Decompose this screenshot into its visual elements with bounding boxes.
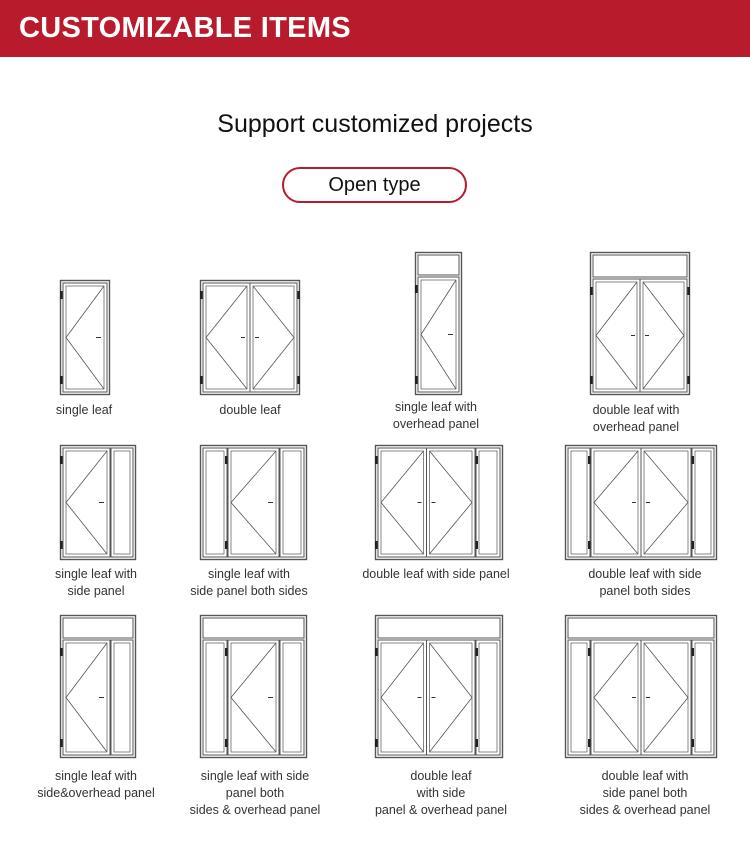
door-type-item	[561, 613, 721, 760]
caption-line: single leaf with	[55, 567, 137, 581]
hinge	[225, 648, 228, 656]
overhead-panel	[203, 618, 304, 638]
door-glass	[430, 643, 473, 752]
side-panel	[476, 448, 500, 557]
hinge	[298, 376, 301, 384]
hinge	[60, 291, 63, 299]
caption-line: single leaf with	[208, 567, 290, 581]
door-diagram	[56, 613, 140, 760]
side-panel-glass	[695, 643, 711, 752]
hinge	[60, 648, 63, 656]
door-diagram	[56, 278, 114, 397]
door-diagram	[371, 443, 507, 562]
outer-frame	[416, 253, 462, 395]
door-type-item	[371, 443, 507, 562]
hinge	[692, 541, 695, 549]
door-type-item	[56, 443, 140, 562]
door-type-item	[586, 250, 694, 397]
side-panel-glass	[283, 643, 301, 752]
swing-line	[381, 451, 424, 554]
caption-line: panel both	[225, 786, 285, 800]
caption-line: double leaf	[219, 403, 281, 417]
hinge	[60, 541, 63, 549]
hinge	[590, 376, 593, 384]
door-type-item	[196, 278, 304, 397]
caption-line: side&overhead panel	[37, 786, 155, 800]
door-glass	[644, 451, 688, 554]
caption-line: side panel both sides	[190, 584, 308, 598]
door-type-item	[56, 278, 114, 397]
door-diagram	[561, 443, 721, 562]
door-diagram	[586, 250, 694, 397]
hinge	[692, 739, 695, 747]
swing-line	[381, 643, 424, 752]
overhead-panel	[418, 255, 459, 275]
swing-line	[594, 451, 638, 554]
door-type-caption	[551, 402, 721, 436]
caption-line: double leaf with	[592, 403, 680, 417]
side-panel	[203, 640, 227, 755]
caption-line: panel & overhead panel	[374, 803, 508, 817]
door-glass	[253, 286, 294, 389]
side-panel	[203, 448, 227, 557]
hinge	[60, 456, 63, 464]
hinge	[225, 541, 228, 549]
side-panel-glass	[571, 451, 587, 554]
hinge	[590, 287, 593, 295]
outer-frame	[61, 281, 110, 395]
swing-line	[643, 282, 684, 389]
caption-line: sides & overhead panel	[189, 803, 321, 817]
caption-line: overhead panel	[392, 417, 480, 431]
caption-line: double leaf	[410, 769, 472, 783]
outer-frame	[201, 446, 307, 560]
door-type-caption	[11, 566, 181, 600]
caption-line: single leaf with side	[200, 769, 310, 783]
door-diagram	[196, 613, 311, 760]
hinge	[375, 648, 378, 656]
side-panel-glass	[479, 451, 497, 554]
door-type-caption	[560, 566, 730, 600]
swing-line	[253, 286, 294, 389]
door-type-caption	[164, 566, 334, 600]
hinge	[476, 456, 479, 464]
swing-line	[644, 643, 688, 752]
header-banner	[0, 0, 750, 57]
caption-line: side panel both	[602, 786, 688, 800]
hinge	[476, 541, 479, 549]
hinge	[375, 456, 378, 464]
open-type-badge: Open type	[282, 167, 467, 203]
hinge	[298, 291, 301, 299]
door-diagram	[411, 250, 466, 397]
overhead-panel	[378, 618, 500, 638]
door-glass	[381, 643, 424, 752]
hinge	[688, 287, 691, 295]
hinge	[588, 648, 591, 656]
hinge	[375, 739, 378, 747]
page-headline: Support customized projects	[217, 110, 533, 138]
door-type-item	[56, 613, 140, 760]
caption-line: single leaf with	[55, 769, 137, 783]
hinge	[588, 456, 591, 464]
side-panel-glass	[571, 643, 587, 752]
door-glass	[594, 451, 638, 554]
door-glass	[594, 643, 638, 752]
caption-line: panel both sides	[599, 584, 691, 598]
caption-line: with side	[416, 786, 466, 800]
door-glass	[206, 286, 247, 389]
door-diagram	[56, 443, 140, 562]
hinge	[415, 376, 418, 384]
swing-line	[430, 451, 473, 554]
caption-line: sides & overhead panel	[579, 803, 711, 817]
caption-line: double leaf with	[601, 769, 689, 783]
hinge	[692, 648, 695, 656]
door-type-caption	[351, 566, 521, 583]
hinge	[688, 376, 691, 384]
hinge	[415, 285, 418, 293]
door-type-item	[196, 613, 311, 760]
hinge	[200, 291, 203, 299]
side-panel-glass	[479, 643, 497, 752]
side-panel-glass	[283, 451, 301, 554]
overhead-panel	[63, 618, 133, 638]
door-type-caption	[351, 399, 521, 433]
door-type-item	[411, 250, 466, 397]
swing-line	[430, 643, 473, 752]
side-panel-glass	[206, 643, 224, 752]
door-glass	[430, 451, 473, 554]
caption-line: single leaf with	[395, 400, 477, 414]
door-glass	[643, 282, 684, 389]
side-panel-glass	[695, 451, 711, 554]
hinge	[225, 456, 228, 464]
door-glass	[644, 643, 688, 752]
swing-line	[206, 286, 247, 389]
hinge	[60, 739, 63, 747]
side-panel	[280, 640, 304, 755]
door-type-item	[561, 443, 721, 562]
caption-line: double leaf with side panel	[362, 567, 510, 581]
outer-frame	[61, 616, 136, 758]
hinge	[375, 541, 378, 549]
door-type-item	[371, 613, 507, 760]
side-panel-glass	[206, 451, 224, 554]
side-panel-glass	[114, 643, 130, 752]
caption-line: single leaf	[55, 403, 113, 417]
hinge	[692, 456, 695, 464]
caption-line: side panel	[67, 584, 125, 598]
outer-frame	[376, 616, 503, 758]
door-type-caption	[0, 402, 169, 419]
caption-line: double leaf with side	[588, 567, 702, 581]
swing-line	[644, 451, 688, 554]
side-panel-glass	[114, 451, 130, 554]
door-diagram	[196, 443, 311, 562]
door-type-item	[196, 443, 311, 562]
swing-line	[594, 643, 638, 752]
caption-line: overhead panel	[592, 420, 680, 434]
hinge	[476, 739, 479, 747]
hinge	[60, 376, 63, 384]
hinge	[476, 648, 479, 656]
banner-title: CUSTOMIZABLE ITEMS	[19, 12, 351, 44]
door-type-caption	[560, 768, 730, 819]
outer-frame	[201, 616, 307, 758]
overhead-panel	[568, 618, 714, 638]
door-type-caption	[356, 768, 526, 819]
door-type-caption	[170, 768, 340, 819]
hinge	[225, 739, 228, 747]
hinge	[200, 376, 203, 384]
door-type-caption	[11, 768, 181, 802]
swing-line	[596, 282, 637, 389]
door-glass	[596, 282, 637, 389]
door-diagram	[371, 613, 507, 760]
overhead-panel	[593, 255, 687, 277]
hinge	[588, 739, 591, 747]
door-diagram	[196, 278, 304, 397]
hinge	[588, 541, 591, 549]
side-panel	[280, 448, 304, 557]
door-glass	[381, 451, 424, 554]
door-type-caption	[165, 402, 335, 419]
door-diagram	[561, 613, 721, 760]
side-panel	[476, 640, 500, 755]
